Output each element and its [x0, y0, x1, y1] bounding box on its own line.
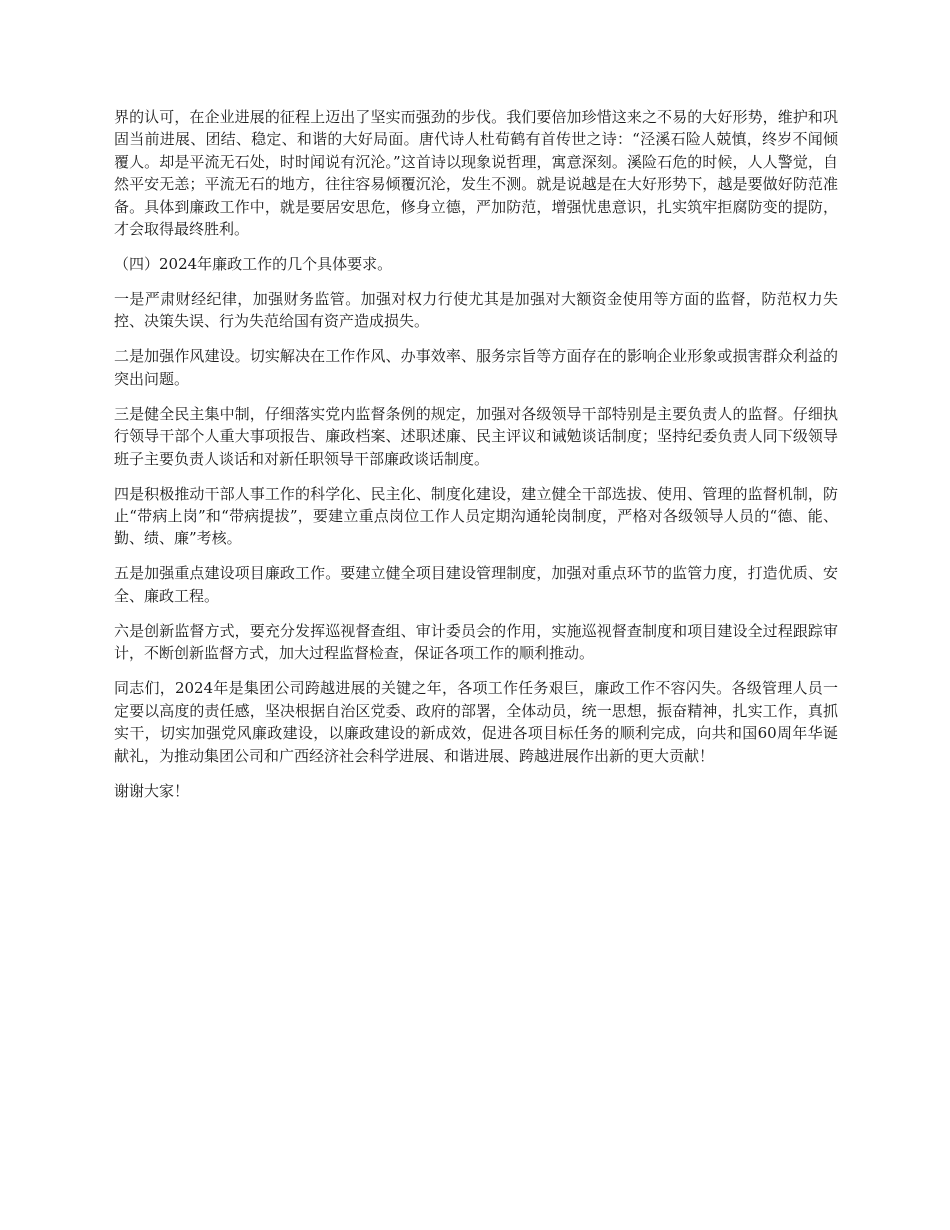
paragraph-requirement-6: 六是创新监督方式，要充分发挥巡视督查组、审计委员会的作用，实施巡视督查制度和项目建设全过程跟踪审计，不断创新监督方式，加大过程监督检查，保证各项工作的顺利推动。	[114, 621, 838, 663]
paragraph-intro-continued: 界的认可，在企业进展的征程上迈出了坚实而强劲的步伐。我们要倍加珍惜这来之不易的大好形势，维护和巩固当前进展、团结、稳定、和谐的大好局面。唐代诗人杜荀鹤有首传世之诗：“泾溪石险人兢慎，终岁不闻倾覆人。却是平流无石处，时时闻说有沉沦。”这首诗以现象说哲理，寓意深刻。溪险石危的时候，人人警觉，自然平安无恙；平流无石的地方，往往容易倾覆沉沦，发生不测。就是说越是在大好形势下，越是要做好防范准备。具体到廉政工作中，就是要居安思危，修身立德，严加防范，增强忧患意识，扎实筑牢拒腐防变的提防，才会取得最终胜利。	[114, 108, 838, 239]
paragraph-requirement-5: 五是加强重点建设项目廉政工作。要建立健全项目建设管理制度，加强对重点环节的监管力度，打造优质、安全、廉政工程。	[114, 564, 838, 605]
paragraph-thanks: 谢谢大家！	[114, 781, 190, 800]
paragraph-requirement-1: 一是严肃财经纪律，加强财务监管。加强对权力行使尤其是加强对大额资金使用等方面的监督，防范权力失控、决策失误、行为失范给国有资产造成损失。	[114, 290, 838, 331]
paragraph-conclusion: 同志们，2024年是集团公司跨越进展的关键之年，各项工作任务艰巨，廉政工作不容闪失。各级管理人员一定要以高度的责任感，坚决根据自治区党委、政府的部署，全体动员，统一思想，振奋精神，扎实工作，真抓实干，切实加强党风廉政建设，以廉政建设的新成效，促进各项目标任务的顺利完成，向共和国60周年华诞献礼，为推动集团公司和广西经济社会科学进展、和谐进展、跨越进展作出新的更大贡献！	[114, 679, 838, 765]
document-body	[114, 106, 838, 815]
paragraph-requirement-3: 三是健全民主集中制，仔细落实党内监督条例的规定，加强对各级领导干部特别是主要负责人的监督。仔细执行领导干部个人重大事项报告、廉政档案、述职述廉、民主评议和诫勉谈话制度；坚持纪委负责人同下级领导班子主要负责人谈话和对新任职领导干部廉政谈话制度。	[114, 404, 838, 468]
paragraph-requirement-4: 四是积极推动干部人事工作的科学化、民主化、制度化建设，建立健全干部选拔、使用、管理的监督机制，防止“带病上岗”和“带病提拔”，要建立重点岗位工作人员定期沟通轮岗制度，严格对各级领导人员的“德、能、勤、绩、廉”考核。	[114, 484, 838, 548]
paragraph-requirement-2: 二是加强作风建设。切实解决在工作作风、办事效率、服务宗旨等方面存在的影响企业形象或损害群众利益的突出问题。	[114, 347, 838, 388]
section-heading-requirements: （四）2024年廉政工作的几个具体要求。	[114, 255, 393, 274]
